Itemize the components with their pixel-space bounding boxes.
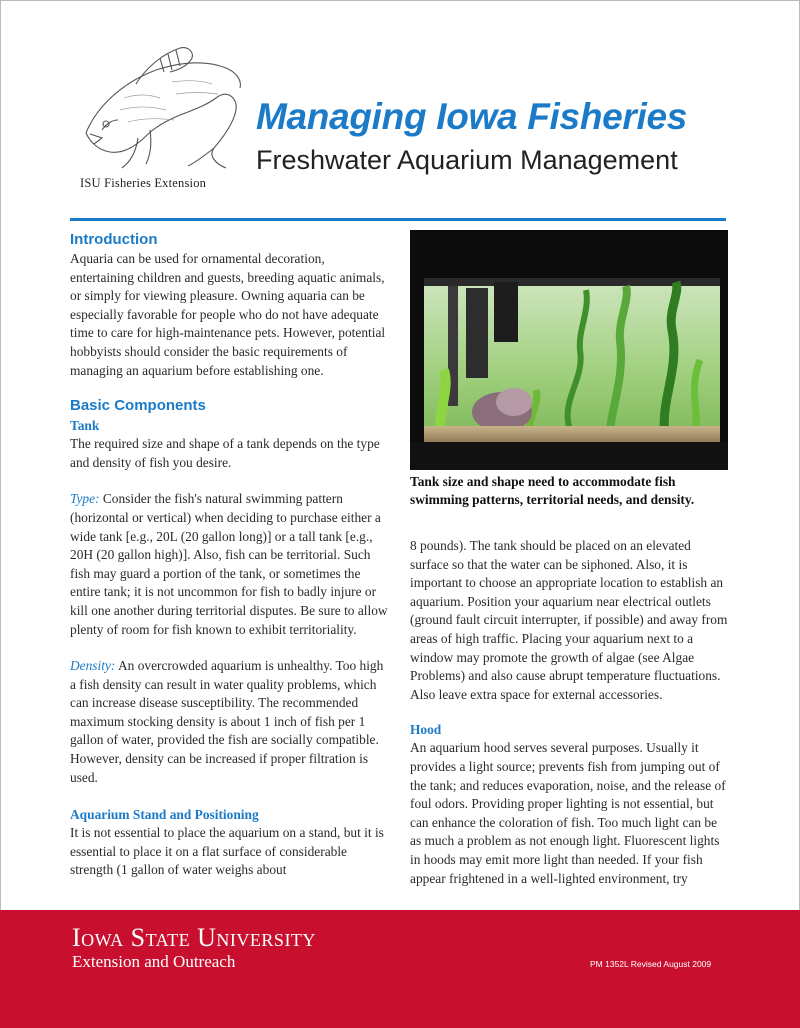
aquarium-photo [410,230,728,470]
type-text: Consider the fish's natural swimming pattern (horizontal or vertical) when deciding to purchase either a wide tank [e.g., 20L (20 gallon long)] or a tall tank [e.g., 20H (20 gallon high)]. Also, fish can be territorial. Such fish may guard a portion of the tank, or sometimes the entire tank; it is not uncommon for fish to badly injure or kill one another during territorial disputes. Be sure to allow plenty of room for fish known to exhibit territoriality. [70,491,388,637]
intro-paragraph: Aquaria can be used for ornamental decoration, entertaining children and guests, breeding aquatic animals, or simply for viewing pleasure. Owning aquaria can be especially favorable for people who do not have adequate time to care for high-maintenance pets. However, potential hobbyists should consider the basic requirements of managing an aquarium before establishing one. [70,251,386,378]
density-lead: Density: [70,658,116,674]
subheading-stand: Aquarium Stand and Positioning [70,807,259,823]
page-subtitle: Freshwater Aquarium Management [256,145,678,175]
right-column [410,537,728,900]
header-divider [70,218,726,221]
logo-caption: ISU Fisheries Extension [80,176,207,190]
bass-fish-logo-icon [76,38,244,178]
tank-paragraph: The required size and shape of a tank depends on the type and density of fish you desire. [70,436,380,470]
hood-paragraph: An aquarium hood serves several purposes. Usually it provides a light source; prevents fish from jumping out of the tank; and reduces evaporation, noise, and the release of foul odors. Providing proper lighting is not essential, but can enhance the coloration of fish. Too much light can be as much a problem as not enough light. Fluorescent lights in hoods may emit more light than needed. If your fish appear frightened in a well-lighted environment, try [410,740,726,886]
density-paragraph [70,657,388,787]
type-lead: Type: [70,491,100,507]
left-column [70,230,388,892]
section-heading-introduction: Introduction [70,231,158,248]
stand-continued-paragraph: 8 pounds). The tank should be placed on an elevated surface so that the water can be siphoned. Also, it is important to choose an appropriate location to establish an aquarium. Position your aquarium near electrical outlets (ground fault circuit interrupter, if possible) and away from areas of high traffic. Placing your aquarium next to a window may promote the growth of algae (see Algae Problems) and also cause abrupt temperature fluctuations. Also leave extra space for external accessories. [410,538,728,702]
publication-info: PM 1352L Revised August 2009 [590,959,712,969]
section-heading-basic-components: Basic Components [70,397,206,415]
subheading-tank: Tank [70,418,100,434]
extension-outreach-label: Extension and Outreach [72,952,236,971]
density-text: An overcrowded aquarium is unhealthy. Too high a fish density can result in water quality problems, which can increase disease susceptibility. The recommended maximum stocking density is about 1 inch of fish per 1 gallon of water, provided the fish are socially compatible. However, density can be increased if proper filtration is used. [70,658,384,785]
type-paragraph [70,490,388,639]
university-name: Iowa State University [72,923,316,952]
subheading-hood: Hood [410,722,442,738]
stand-paragraph: It is not essential to place the aquarium on a stand, but it is essential to place it on a flat surface of considerable strength (1 gallon of water weighs about [70,825,384,878]
university-wordmark [72,923,316,953]
page-title: Managing Iowa Fisheries [256,96,688,137]
photo-caption: Tank size and shape need to accommodate fish swimming patterns, territorial needs, and density. [410,474,695,507]
